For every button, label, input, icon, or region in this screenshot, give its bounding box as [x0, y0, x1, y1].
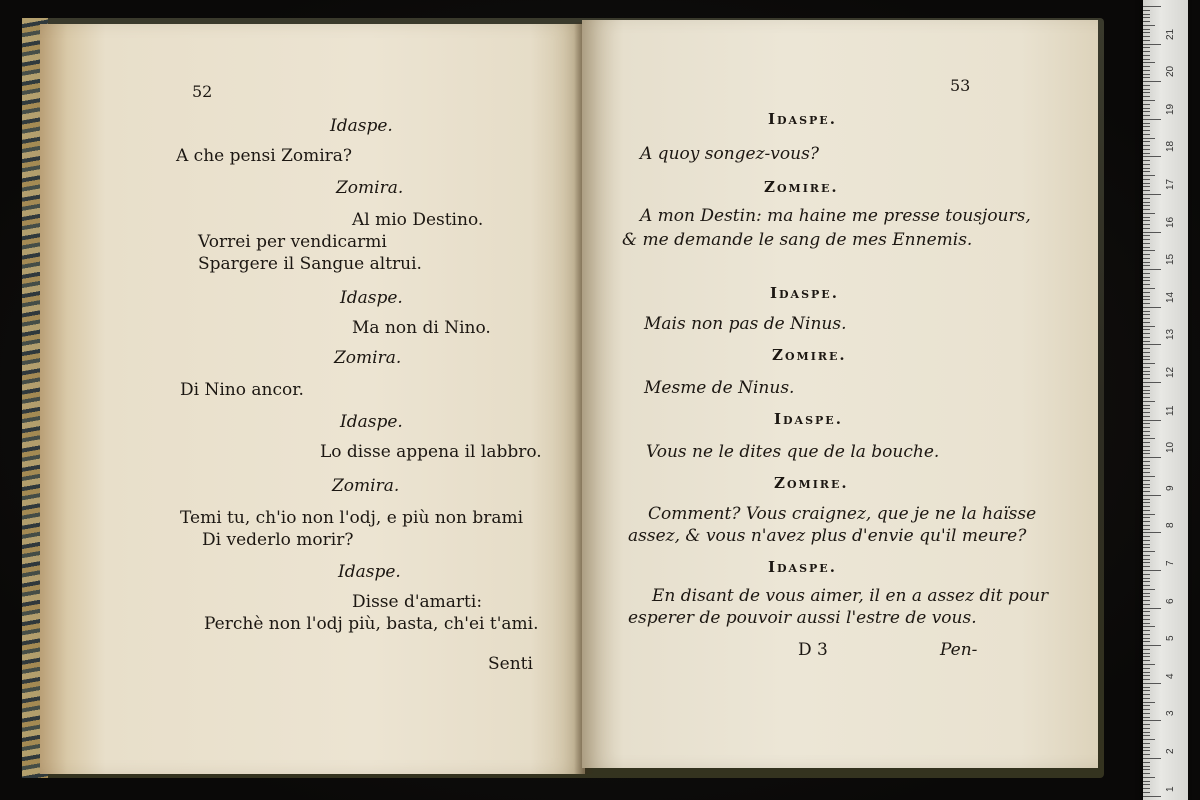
ruler-tick — [1143, 781, 1150, 782]
ruler-tick — [1143, 348, 1150, 349]
ruler-tick — [1143, 145, 1150, 146]
ruler-tick — [1143, 29, 1150, 30]
ruler-tick — [1143, 168, 1150, 169]
ruler-tick — [1143, 280, 1150, 281]
ruler-tick — [1143, 220, 1150, 221]
ruler-tick — [1143, 438, 1155, 439]
ruler-tick — [1143, 796, 1161, 797]
ruler-tick — [1143, 724, 1150, 725]
ruler-tick — [1143, 521, 1150, 522]
ruler-tick — [1143, 446, 1150, 447]
ruler-tick — [1143, 235, 1150, 236]
ruler-tick — [1143, 6, 1161, 7]
ruler-tick — [1143, 660, 1150, 661]
ruler-tick — [1143, 653, 1150, 654]
verse-line: A che pensi Zomira? — [176, 146, 353, 166]
ruler-tick — [1143, 690, 1150, 691]
ruler-tick — [1143, 675, 1150, 676]
measurement-ruler — [1143, 0, 1188, 800]
ruler-tick — [1143, 487, 1150, 488]
ruler-tick — [1143, 213, 1155, 214]
ruler-label: 19 — [1165, 103, 1176, 115]
ruler-tick — [1143, 502, 1150, 503]
verse-line: Spargere il Sangue altrui. — [198, 254, 422, 274]
ruler-tick — [1143, 506, 1150, 507]
ruler-tick — [1143, 694, 1150, 695]
ruler-tick — [1143, 179, 1150, 180]
ruler-tick — [1143, 514, 1155, 515]
speaker-label: Zomira. — [336, 178, 404, 198]
ruler-tick — [1143, 100, 1155, 101]
ruler-tick — [1143, 484, 1150, 485]
ruler-label: 21 — [1165, 28, 1176, 40]
ruler-tick — [1143, 164, 1150, 165]
ruler-tick — [1143, 311, 1150, 312]
ruler-tick — [1143, 59, 1150, 60]
ruler-tick — [1143, 386, 1150, 387]
prose-line: esperer de pouvoir aussi l'estre de vous. — [628, 608, 977, 628]
ruler-tick — [1143, 453, 1150, 454]
ruler-tick — [1143, 457, 1161, 458]
ruler-tick — [1143, 74, 1150, 75]
ruler-tick — [1143, 544, 1150, 545]
ruler-tick — [1143, 17, 1150, 18]
ruler-label: 13 — [1165, 329, 1176, 341]
ruler-tick — [1143, 416, 1150, 417]
ruler-tick — [1143, 138, 1155, 139]
ruler-label: 9 — [1165, 485, 1176, 491]
ruler-tick — [1143, 224, 1150, 225]
ruler-tick — [1143, 104, 1150, 105]
ruler-tick — [1143, 160, 1150, 161]
ruler-tick — [1143, 656, 1150, 657]
ruler-label: 5 — [1165, 635, 1176, 642]
ruler-tick — [1143, 243, 1150, 244]
ruler-label: 20 — [1165, 66, 1176, 78]
ruler-tick — [1143, 186, 1150, 187]
ruler-label: 17 — [1165, 178, 1176, 190]
ruler-tick — [1143, 322, 1150, 323]
prose-line: & me demande le sang de mes Ennemis. — [622, 230, 973, 250]
ruler-tick — [1143, 420, 1161, 421]
ruler-tick — [1143, 25, 1155, 26]
ruler-tick — [1143, 47, 1150, 48]
ruler-tick — [1143, 766, 1150, 767]
ruler-tick — [1143, 713, 1150, 714]
ruler-tick — [1143, 423, 1150, 424]
prose-line: A quoy songez-vous? — [640, 144, 819, 164]
ruler-tick — [1143, 247, 1150, 248]
ruler-tick — [1143, 559, 1150, 560]
ruler-tick — [1143, 382, 1161, 383]
ruler-tick — [1143, 393, 1150, 394]
ruler-tick — [1143, 367, 1150, 368]
ruler-tick — [1143, 574, 1150, 575]
verse-line: Disse d'amarti: — [352, 592, 483, 612]
ruler-tick — [1143, 739, 1155, 740]
ruler-tick — [1143, 495, 1161, 496]
ruler-tick — [1143, 205, 1150, 206]
ruler-label: 6 — [1165, 598, 1176, 604]
ruler-tick — [1143, 292, 1150, 293]
ruler-label: 8 — [1165, 522, 1176, 529]
ruler-tick — [1143, 679, 1150, 680]
ruler-tick — [1143, 288, 1155, 289]
ruler-tick — [1143, 551, 1155, 552]
ruler-tick — [1143, 337, 1150, 338]
ruler-label: 14 — [1165, 291, 1176, 303]
verse-line: Lo disse appena il labbro. — [320, 442, 542, 462]
prose-line: Mais non pas de Ninus. — [644, 314, 847, 334]
ruler-tick — [1143, 149, 1150, 150]
ruler-tick — [1143, 314, 1150, 315]
ruler-tick — [1143, 735, 1150, 736]
ruler-label: 1 — [1165, 786, 1176, 792]
ruler-tick — [1143, 412, 1150, 413]
ruler-tick — [1143, 183, 1150, 184]
ruler-tick — [1143, 250, 1155, 251]
page-number: 53 — [950, 76, 971, 95]
ruler-tick — [1143, 209, 1150, 210]
ruler-label: 2 — [1165, 748, 1176, 754]
ruler-tick — [1143, 141, 1150, 142]
ruler-tick — [1143, 44, 1161, 45]
ruler-tick — [1143, 232, 1161, 233]
ruler-tick — [1143, 750, 1150, 751]
ruler-tick — [1143, 371, 1150, 372]
ruler-tick — [1143, 608, 1161, 609]
ruler-tick — [1143, 21, 1150, 22]
ruler-tick — [1143, 277, 1150, 278]
ruler-tick — [1143, 318, 1150, 319]
ruler-tick — [1143, 758, 1161, 759]
ruler-tick — [1143, 408, 1150, 409]
ruler-tick — [1143, 769, 1150, 770]
ruler-tick — [1143, 265, 1150, 266]
ruler-tick — [1143, 32, 1150, 33]
ruler-tick — [1143, 581, 1150, 582]
ruler-tick — [1143, 92, 1150, 93]
ruler-tick — [1143, 754, 1150, 755]
ruler-tick — [1143, 461, 1150, 462]
ruler-tick — [1143, 81, 1161, 82]
speaker-label: Zomira. — [334, 348, 402, 368]
ruler-tick — [1143, 123, 1150, 124]
ruler-tick — [1143, 374, 1150, 375]
prose-line: Vous ne le dites que de la bouche. — [646, 442, 940, 462]
ruler-tick — [1143, 510, 1150, 511]
ruler-tick — [1143, 359, 1150, 360]
ruler-tick — [1143, 14, 1150, 15]
ruler-tick — [1143, 442, 1150, 443]
ruler-label: 12 — [1165, 366, 1176, 378]
ruler-tick — [1143, 96, 1150, 97]
speaker-label: Zomira. — [332, 476, 400, 496]
ruler-tick — [1143, 262, 1150, 263]
ruler-tick — [1143, 732, 1150, 733]
ruler-tick — [1143, 254, 1150, 255]
ruler-tick — [1143, 70, 1150, 71]
ruler-tick — [1143, 269, 1161, 270]
ruler-tick — [1143, 578, 1150, 579]
ruler-tick — [1143, 115, 1150, 116]
verse-line: Temi tu, ch'io non l'odj, e più non brami — [180, 508, 524, 528]
ruler-tick — [1143, 401, 1155, 402]
ruler-tick — [1143, 89, 1150, 90]
ruler-tick — [1143, 683, 1161, 684]
speaker-label: Idaspe. — [340, 412, 403, 432]
ruler-tick — [1143, 702, 1155, 703]
ruler-tick — [1143, 517, 1150, 518]
ruler-tick — [1143, 111, 1150, 112]
ruler-tick — [1143, 66, 1150, 67]
ruler-tick — [1143, 619, 1150, 620]
speaker-label: Idaspe. — [340, 288, 403, 308]
speaker-label: Zomire. — [774, 474, 849, 492]
ruler-tick — [1143, 743, 1150, 744]
speaker-label: Idaspe. — [768, 110, 837, 128]
prose-line: assez, & vous n'avez plus d'envie qu'il meure? — [628, 526, 1027, 546]
speaker-label: Idaspe. — [330, 116, 393, 136]
ruler-tick — [1143, 198, 1150, 199]
ruler-tick — [1143, 10, 1150, 11]
prose-line: Comment? Vous craignez, que je ne la haïsse — [648, 504, 1037, 524]
ruler-tick — [1143, 36, 1150, 37]
ruler-tick — [1143, 126, 1150, 127]
ruler-tick — [1143, 450, 1150, 451]
ruler-label: 7 — [1165, 560, 1176, 566]
ruler-tick — [1143, 705, 1150, 706]
ruler-tick — [1143, 604, 1150, 605]
ruler-tick — [1143, 762, 1150, 763]
ruler-tick — [1143, 476, 1155, 477]
ruler-tick — [1143, 555, 1150, 556]
prose-line: En disant de vous aimer, il en a assez dit pour — [652, 586, 1049, 606]
ruler-tick — [1143, 777, 1155, 778]
verse-line: Di vederlo morir? — [202, 530, 354, 550]
ruler-tick — [1143, 363, 1155, 364]
ruler-tick — [1143, 626, 1155, 627]
ruler-tick — [1143, 296, 1150, 297]
ruler-tick — [1143, 326, 1155, 327]
ruler-tick — [1143, 62, 1155, 63]
ruler-tick — [1143, 641, 1150, 642]
ruler-tick — [1143, 307, 1161, 308]
ruler-label: 16 — [1165, 216, 1176, 228]
ruler-tick — [1143, 792, 1150, 793]
ruler-tick — [1143, 773, 1150, 774]
ruler-tick — [1143, 130, 1150, 131]
ruler-tick — [1143, 540, 1150, 541]
ruler-tick — [1143, 190, 1150, 191]
ruler-tick — [1143, 717, 1150, 718]
verse-line: Perchè non l'odj più, basta, ch'ei t'ami. — [204, 614, 539, 634]
ruler-tick — [1143, 672, 1150, 673]
verse-line: Di Nino ancor. — [180, 380, 304, 400]
ruler-label: 11 — [1165, 405, 1176, 416]
ruler-tick — [1143, 352, 1150, 353]
ruler-tick — [1143, 333, 1150, 334]
ruler-tick — [1143, 299, 1150, 300]
ruler-tick — [1143, 273, 1150, 274]
ruler-tick — [1143, 341, 1150, 342]
ruler-tick — [1143, 175, 1155, 176]
speaker-label: Idaspe. — [338, 562, 401, 582]
catchword: Pen- — [940, 640, 978, 660]
speaker-label: Idaspe. — [770, 284, 839, 302]
ruler-tick — [1143, 480, 1150, 481]
ruler-tick — [1143, 698, 1150, 699]
ruler-tick — [1143, 85, 1150, 86]
ruler-tick — [1143, 239, 1150, 240]
ruler-tick — [1143, 435, 1150, 436]
ruler-tick — [1143, 108, 1150, 109]
ruler-tick — [1143, 600, 1150, 601]
ruler-tick — [1143, 51, 1150, 52]
prose-line: Mesme de Ninus. — [644, 378, 795, 398]
ruler-tick — [1143, 378, 1150, 379]
ruler-tick — [1143, 431, 1150, 432]
ruler-tick — [1143, 427, 1150, 428]
ruler-tick — [1143, 728, 1150, 729]
ruler-tick — [1143, 472, 1150, 473]
ruler-tick — [1143, 40, 1150, 41]
ruler-tick — [1143, 465, 1150, 466]
ruler-tick — [1143, 720, 1161, 721]
speaker-label: Idaspe. — [774, 410, 843, 428]
ruler-tick — [1143, 194, 1161, 195]
signature-mark: D 3 — [798, 640, 828, 660]
ruler-tick — [1143, 77, 1150, 78]
ruler-tick — [1143, 784, 1150, 785]
ruler-tick — [1143, 638, 1150, 639]
ruler-tick — [1143, 491, 1150, 492]
ruler-tick — [1143, 596, 1150, 597]
ruler-tick — [1143, 611, 1150, 612]
speaker-label: Idaspe. — [768, 558, 837, 576]
ruler-tick — [1143, 356, 1150, 357]
ruler-label: 4 — [1165, 673, 1176, 679]
ruler-tick — [1143, 55, 1150, 56]
verse-line: Al mio Destino. — [352, 210, 484, 230]
ruler-tick — [1143, 119, 1161, 120]
ruler-tick — [1143, 134, 1150, 135]
ruler-label: 3 — [1165, 710, 1176, 717]
ruler-tick — [1143, 258, 1150, 259]
ruler-tick — [1143, 405, 1150, 406]
ruler-tick — [1143, 303, 1150, 304]
ruler-tick — [1143, 202, 1150, 203]
ruler-tick — [1143, 630, 1150, 631]
ruler-tick — [1143, 570, 1161, 571]
ruler-tick — [1143, 390, 1150, 391]
speaker-label: Zomire. — [772, 346, 847, 364]
ruler-tick — [1143, 228, 1150, 229]
verse-line: Ma non di Nino. — [352, 318, 491, 338]
ruler-tick — [1143, 589, 1155, 590]
ruler-tick — [1143, 664, 1155, 665]
ruler-tick — [1143, 593, 1150, 594]
ruler-tick — [1143, 529, 1150, 530]
ruler-tick — [1143, 585, 1150, 586]
ruler-tick — [1143, 525, 1150, 526]
ruler-label: 15 — [1165, 254, 1176, 266]
ruler-tick — [1143, 645, 1161, 646]
ruler-tick — [1143, 687, 1150, 688]
ruler-tick — [1143, 499, 1150, 500]
ruler-tick — [1143, 788, 1150, 789]
prose-line: A mon Destin: ma haine me presse tousjours, — [640, 206, 1031, 226]
ruler-tick — [1143, 156, 1161, 157]
ruler-tick — [1143, 668, 1150, 669]
ruler-label: 10 — [1165, 442, 1176, 454]
right-page — [582, 20, 1098, 768]
ruler-tick — [1143, 547, 1150, 548]
ruler-tick — [1143, 649, 1150, 650]
ruler-tick — [1143, 615, 1150, 616]
ruler-tick — [1143, 284, 1150, 285]
ruler-tick — [1143, 397, 1150, 398]
ruler-tick — [1143, 468, 1150, 469]
ruler-tick — [1143, 536, 1150, 537]
catchword: Senti — [488, 654, 533, 674]
ruler-tick — [1143, 634, 1150, 635]
ruler-tick — [1143, 747, 1150, 748]
ruler-tick — [1143, 171, 1150, 172]
ruler-tick — [1143, 217, 1150, 218]
page-number: 52 — [192, 82, 213, 101]
ruler-tick — [1143, 623, 1150, 624]
ruler-tick — [1143, 709, 1150, 710]
ruler-tick — [1143, 344, 1161, 345]
ruler-tick — [1143, 153, 1150, 154]
left-page — [40, 24, 585, 774]
ruler-tick — [1143, 329, 1150, 330]
ruler-tick — [1143, 566, 1150, 567]
ruler-tick — [1143, 532, 1161, 533]
ruler-tick — [1143, 562, 1150, 563]
speaker-label: Zomire. — [764, 178, 839, 196]
verse-line: Vorrei per vendicarmi — [198, 232, 387, 252]
ruler-label: 18 — [1165, 141, 1176, 153]
